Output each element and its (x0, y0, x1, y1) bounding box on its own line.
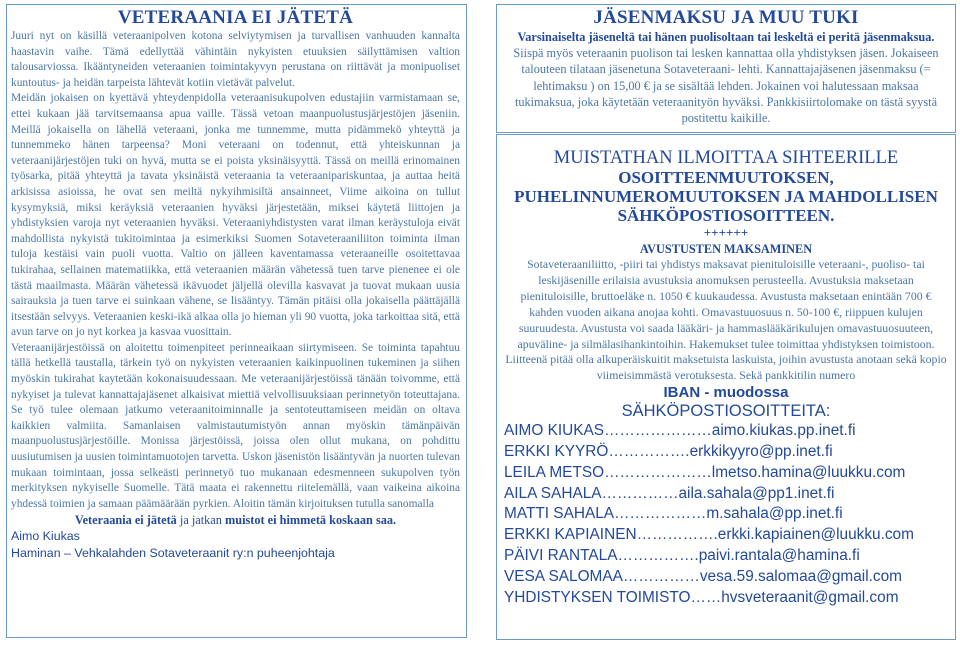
contact-item: MATTI SAHALA………………m.sahala@pp.inet.fi (504, 505, 843, 523)
contact-item: LEILA METSO…………………lmetso.hamina@luukku.com (504, 463, 906, 481)
signer-role: Haminan – Vehkalahden Sotaveteraanit ry:n puheenjohtaja (11, 546, 335, 561)
contact-item: VESA SALOMAA……………vesa.59.salomaa@gmail.com (504, 567, 902, 585)
article-closing (11, 512, 460, 528)
membership-body: Siispä myös veteraanin puolison tai lesken kannattaa olla yhdistyksen jäsen. Jokaiseen talouteen tilataan jäsenetuna Sotaveteraani- lehti. Kannattajajäsenen jäsenmaksu (= lehtimaksu ) on 15,00 € ja se sisältää lehden. Jokainen voi halutessaan maksaa tukimaksua, joka käytetään veteraanityön hyväksi. Pankkisiirtolomake on tästä syystä postitettu kaikille. (513, 46, 939, 126)
support-body: Sotaveteraaniliitto, -piiri tai yhdistys maksavat pienituloisille veteraani-, puoliso- tai leskijäsenille erilaisia avustuksia anomuksen perusteella. Avustuksia maksetaan pienituloisille, bruttoeläke n. 1050 € kuukaudessa. Avustusta maksetaan enintään 700 € kahden vuoden aikana anojaa kohti. Omavastuuosuus n. 50-100 €, riippuen kulujen suuruudesta. Avustusta voi saada lääkäri- ja hammaslääkärikulujen omavastuuosuuteen, apuväline- ja silmälasihankintoihin. Hakemukset tulee toimittaa yhdistyksen toimistoon. Liitteenä pitää olla alkuperäiskuitit maksetuista laskuista, joihin avustusta anotaan sekä kopio viimeisimmästä verotuksesta. Sekä pankkitilin numero (505, 257, 947, 383)
notice-and-contacts-box (496, 134, 956, 640)
notice-line-2: OSOITTEENMUUTOKSEN, PUHELINNUMEROMUUTOKSEN JA MAHDOLLISEN SÄHKÖPOSTIOSOITTEEN. (514, 168, 938, 225)
emails-title: SÄHKÖPOSTIOSOITTEITA: (621, 402, 831, 421)
contact-list (503, 421, 949, 608)
closing-part-c: muistot ei himmetä koskaan saa. (224, 513, 397, 528)
membership-text (503, 29, 949, 126)
article-body-2: Veteraanijärjestöissä on aloitettu toimenpiteet perinneaikaan siirtymiseen. Se toiminta tapahtuu tällä hetkellä taustalla, tärkein työ on nykyisten veteraanien kaikinpuolinen tukeminen ja siihen myöskin tukirahat kaytetään kokonaisuudessaan. Me veteraanijärjestöissä tänään toivomme, että nykyiset ja tulevat kannattajajäsenet alkaisivat miettiä velvollisuuksiaan perinnetyön toteuttajana. Se työ tulee olemaan jatkumo veteraanitoiminnalle ja sentoteuttamiseen meidän on oltava kaikkien valmiita. Samanlaisen valmistautumistyön annan myöskin tämänpäivän maanpuolustusjärjestöille. Monissa järjestöissä, joissa olen ollut mukana, on pohdittu uusiutumisen ja uusien toimintamuotojen tarvetta. Uskon jäsenistön lisääntyvän ja nuorten tulevan mukaan toimintaan, jossa selkeästi perinnetyö tuo mukanaan edesmenneen sukupolven työn merkityksen nykyiselle Suomelle. Tätä maata ei rakennettu riitelemällä, vaan vaikeina aikoina yhdessä toimien ja samaan päämäärään pyrkien. Aloitin tämän kirjoituksen tutulla sanomalla (11, 341, 460, 510)
closing-part-a: Veteraania ei jätetä (74, 513, 177, 528)
contact-item: AIMO KIUKAS…………………aimo.kiukas.pp.inet.fi (504, 422, 856, 440)
contact-item: ERKKI KYYRÖ…………….erkkikyyro@pp.inet.fi (504, 443, 833, 461)
contact-item: ERKKI KAPIAINEN…………….erkki.kapiainen@luukku.com (504, 526, 914, 544)
contact-item: YHDISTYKSEN TOIMISTO……hvsveteraanit@gmail.com (504, 588, 899, 606)
support-title: AVUSTUSTEN MAKSAMINEN (639, 242, 813, 256)
article-body: Meidän jokaisen on kyettävä yhteydenpidolla veteraanisukupolven edustajiin varmistamaan se, ettei kukaan jää tarvitsemaansa apua vaille. Tässä vetoan maanpuolustusjärjestöjen jäseniin. Meillä jokaisella on lähellä veteraani, jonka me tunnemme, mutta pidämmekö yhteyttä ja tunnemmeko hänen tarpeensa? Moni veteraani on todennut, että yhteiskunnan ja veteraanijärjestöjen tuki on hyvä, mutta se ei poista yksinäisyyttä. Tässä on meillä erinomainen työsarka, pitää yhteyttä ja tavata yksinäistä veteraania ta veteraanipariskuntaa, ja auttaa heitä arkisissa asioissa, he ovat sen meiltä nykyihmisiltä ansainneet, Viime aikoina on tullut kysymyksiä, miksi keräyksiä veteraanien hyväksi järjestetään, miksei käytetä liittojen ja yhdistyksien varoja nyt veteraanien hyväksi. Veteraaniyhdistysten varat ilman keräystuloja eivät mahdollista nykyistä tukitoimintaa ja esimerkiksi Suomen Sotaveteraaniliiton toiminta ilman tuloja kestäisi vain puoli vuotta. Valtio on jälleen kaventamassa veteraaneille osoitettavaa tukirahaa, sellainen matematiikka, että veteraanien määrän vähetessä tuen tarve pienenee ei ole tästä maailmasta. Määrän vähetessä ikävuodet jäljellä olevilla kasvavat ja tuovat mukaan uusia sairauksia ja tuen tarve ei suinkaan vähene, se lisääntyy. Tämän pitäisi olla jokaisella päättäjällä itsestään selvyys. Veteraanien keski-ikä alkaa olla jo hieman yli 90 vuotta, joka tarkoittaa sitä, että avun tarve on jo nyt korkea ja kasvaa vuosittain. (11, 92, 460, 339)
signer-name: Aimo Kiukas (11, 529, 80, 544)
membership-fee-box (496, 4, 956, 133)
membership-title: JÄSENMAKSU JA MUU TUKI (593, 7, 859, 28)
article-intro: Juuri nyt on käsillä veteraanipolven kotona selviytymisen ja turvallisen vanhuuden kannalta haastavin vaihe. Tämä edellyttää vähintäin nykyisten etuuksien säilyttämisen valtion talousarviossa. Ikääntyneiden veteraanien toimintakyvyn perustana on riittävät ja monipuoliset kuntoutus- ja heidän tarpeista lähtevät kotiin vietävät palvelut. (11, 30, 460, 89)
article-title: VETERAANIA EI JÄTETÄ (117, 7, 354, 28)
iban-note: IBAN - muodossa (663, 384, 789, 402)
plus-divider: ++++++ (703, 225, 749, 240)
left-column-veteraania (6, 4, 467, 638)
contact-item: PÄIVI RANTALA…………….paivi.rantala@hamina.fi (504, 547, 860, 565)
contact-item: AILA SAHALA……………aila.sahala@pp1.inet.fi (504, 484, 835, 502)
membership-lead: Varsinaiselta jäseneltä tai hänen puolisoltaan tai leskeltä ei peritä jäsenmaksua. (517, 30, 935, 44)
closing-part-b: ja jatkan (176, 513, 225, 528)
notice-line-1: MUISTATHAN ILMOITTAA SIHTEERILLE (553, 148, 899, 168)
